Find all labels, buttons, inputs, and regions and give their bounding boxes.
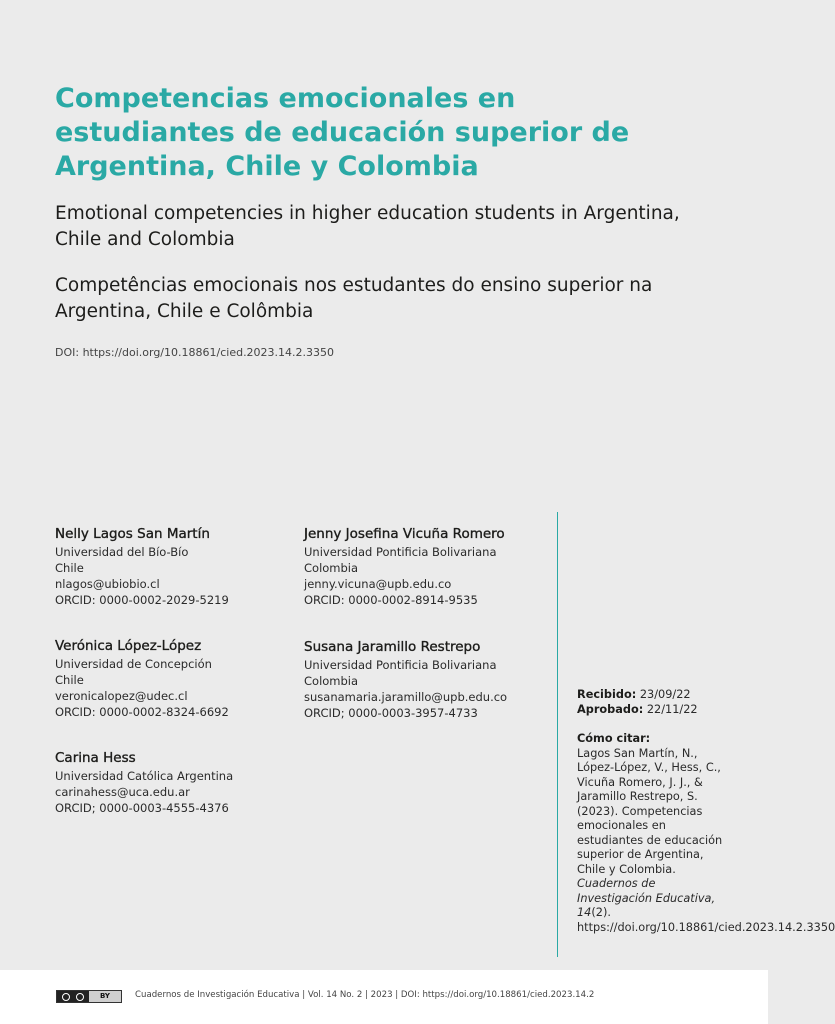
author-email[interactable]: susanamaria.jaramillo@upb.edu.co [304, 690, 508, 704]
author-block [304, 638, 507, 721]
title-portuguese: Competências emocionais nos estudantes do ensino superior na Argentina, Chile e Colômbia [55, 275, 653, 322]
dates-block [577, 688, 727, 717]
approved-label: Aprobado: [577, 702, 644, 716]
author-name: Verónica López-López [55, 638, 202, 654]
author-orcid[interactable]: ORCID: 0000-0002-2029-5219 [55, 593, 229, 607]
approved-value: 22/11/22 [643, 702, 698, 716]
sidebar-divider [557, 512, 558, 957]
cc-by-label: BY [89, 991, 121, 1002]
author-orcid[interactable]: ORCID; 0000-0003-4555-4376 [55, 801, 229, 815]
author-block [304, 525, 505, 608]
article-doi[interactable]: DOI: https://doi.org/10.18861/cied.2023.14.2.3350 [55, 346, 335, 359]
author-country: Colombia [304, 561, 359, 575]
author-institution: Universidad Católica Argentina [55, 769, 234, 783]
author-name: Jenny Josefina Vicuña Romero [304, 526, 505, 542]
person-icon [76, 993, 84, 1001]
author-institution: Universidad de Concepción [55, 657, 212, 671]
received-date [577, 688, 727, 703]
author-email[interactable]: veronicalopez@udec.cl [55, 689, 188, 703]
author-name: Nelly Lagos San Martín [55, 526, 210, 542]
citation-journal: Cuadernos de Investigación Educativa, 14 [577, 877, 716, 919]
title-spanish: Competencias emocionales en estudiantes de educación superior de Argentina, Chile y Colombia [55, 83, 630, 182]
author-name: Susana Jaramillo Restrepo [304, 639, 481, 655]
author-institution: Universidad Pontificia Bolivariana [304, 658, 497, 672]
footer-journal-info: Cuadernos de Investigación Educativa | Vol. 14 No. 2 | 2023 | DOI: https://doi.org/10.18861/cied.2023.14.2 [135, 990, 595, 1000]
received-value: 23/09/22 [636, 688, 691, 701]
author-orcid[interactable]: ORCID: 0000-0002-8914-9535 [304, 593, 478, 607]
page-footer [0, 970, 768, 1024]
citation-label: Cómo citar: [577, 732, 651, 745]
author-email[interactable]: jenny.vicuna@upb.edu.co [304, 577, 452, 591]
citation-block [577, 732, 835, 935]
author-email[interactable]: nlagos@ubiobio.cl [55, 577, 160, 591]
author-orcid[interactable]: ORCID: 0000-0002-8324-6692 [55, 705, 229, 719]
citation-issue: (2). [591, 906, 611, 919]
author-institution: Universidad Pontificia Bolivariana [304, 545, 497, 559]
title-english: Emotional competencies in higher education students in Argentina, Chile and Colombia [55, 203, 680, 250]
cc-license-badge[interactable] [56, 990, 122, 1003]
cc-circle-icon [62, 993, 70, 1001]
author-block [55, 749, 233, 816]
author-name: Carina Hess [55, 750, 136, 766]
author-institution: Universidad del Bío-Bío [55, 545, 189, 559]
author-orcid[interactable]: ORCID; 0000-0003-3957-4733 [304, 706, 478, 720]
approved-date [577, 703, 727, 718]
received-label: Recibido: [577, 688, 637, 701]
author-country: Chile [55, 673, 84, 687]
author-block [55, 525, 229, 608]
author-email[interactable]: carinahess@uca.edu.ar [55, 785, 190, 799]
cc-icon [57, 991, 89, 1002]
citation-text: Lagos San Martín, N., López-López, V., Hess, C., Vicuña Romero, J. J., & Jaramillo Restrepo, S. (2023). Competencias emocionales en estudiantes de educación superior de Argentina, Chile y Colombia. [577, 746, 723, 876]
author-country: Colombia [304, 674, 359, 688]
author-block [55, 637, 229, 720]
author-country: Chile [55, 561, 84, 575]
citation-link[interactable]: https://doi.org/10.18861/cied.2023.14.2.3350 [577, 920, 835, 934]
